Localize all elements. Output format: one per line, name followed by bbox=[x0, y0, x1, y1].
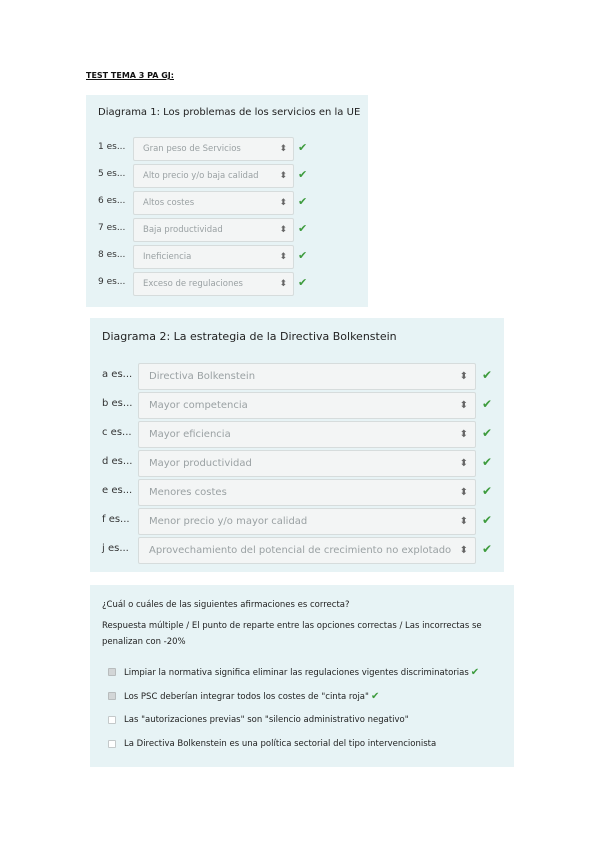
checkmark-icon: ✔ bbox=[482, 542, 493, 556]
select-value: Altos costes bbox=[143, 198, 195, 208]
answer-select[interactable] bbox=[138, 392, 476, 419]
row-label: c es... bbox=[102, 427, 132, 438]
row-label: d es... bbox=[102, 456, 133, 467]
select-value: Mayor competencia bbox=[149, 400, 248, 411]
row-label: 6 es... bbox=[98, 196, 126, 206]
row-label: a es... bbox=[102, 369, 133, 380]
answer-select[interactable] bbox=[138, 537, 476, 564]
select-value: Ineficiencia bbox=[143, 252, 192, 262]
row-label: 9 es... bbox=[98, 277, 126, 287]
checkmark-icon: ✔ bbox=[482, 397, 493, 411]
diagram2-title: Diagrama 2: La estrategia de la Directiva Bolkenstein bbox=[102, 330, 397, 343]
checkmark-icon: ✔ bbox=[298, 195, 308, 208]
select-value: Gran peso de Servicios bbox=[143, 144, 241, 154]
updown-caret-icon: ⬍ bbox=[459, 487, 468, 498]
answer-select[interactable] bbox=[138, 508, 476, 535]
updown-caret-icon: ⬍ bbox=[459, 458, 468, 469]
row-label: 5 es... bbox=[98, 169, 126, 179]
checkmark-icon: ✔ bbox=[482, 455, 493, 469]
answer-select[interactable] bbox=[133, 164, 294, 188]
checkmark-icon: ✔ bbox=[482, 513, 493, 527]
diagram1-title: Diagrama 1: Los problemas de los servicios en la UE bbox=[98, 107, 361, 118]
select-value: Mayor eficiencia bbox=[149, 429, 231, 440]
row-label: b es... bbox=[102, 398, 133, 409]
question-prompt: ¿Cuál o cuáles de las siguientes afirmaciones es correcta? bbox=[102, 600, 350, 610]
checkmark-icon: ✔ bbox=[470, 667, 480, 678]
select-value: Menor precio y/o mayor calidad bbox=[149, 516, 308, 527]
updown-caret-icon: ⬍ bbox=[279, 198, 287, 208]
checkmark-icon: ✔ bbox=[482, 426, 493, 440]
option-text: Limpiar la normativa significa eliminar las regulaciones vigentes discriminatorias ✔ bbox=[124, 667, 480, 678]
answer-select[interactable] bbox=[138, 421, 476, 448]
answer-select[interactable] bbox=[133, 218, 294, 242]
updown-caret-icon: ⬍ bbox=[459, 545, 468, 556]
select-value: Directiva Bolkenstein bbox=[149, 371, 256, 382]
option-checkbox[interactable] bbox=[108, 668, 116, 676]
updown-caret-icon: ⬍ bbox=[279, 252, 287, 262]
option-checkbox[interactable] bbox=[108, 716, 116, 724]
diagram2-panel bbox=[90, 318, 504, 572]
select-value: Aprovechamiento del potencial de crecimiento no explotado bbox=[149, 545, 452, 556]
updown-caret-icon: ⬍ bbox=[279, 171, 287, 181]
answer-select[interactable] bbox=[138, 363, 476, 390]
updown-caret-icon: ⬍ bbox=[459, 371, 468, 382]
select-value: Menores costes bbox=[149, 487, 227, 498]
checkmark-icon: ✔ bbox=[298, 276, 308, 289]
updown-caret-icon: ⬍ bbox=[279, 279, 287, 289]
checkmark-icon: ✔ bbox=[482, 484, 493, 498]
checkmark-icon: ✔ bbox=[298, 249, 308, 262]
option-checkbox[interactable] bbox=[108, 692, 116, 700]
option-checkbox[interactable] bbox=[108, 740, 116, 748]
question-panel bbox=[90, 585, 514, 767]
updown-caret-icon: ⬍ bbox=[459, 429, 468, 440]
option-text: Los PSC deberían integrar todos los costes de "cinta roja" ✔ bbox=[124, 691, 380, 702]
row-label: 8 es... bbox=[98, 250, 126, 260]
checkmark-icon: ✔ bbox=[482, 368, 493, 382]
option-text: Las "autorizaciones previas" son "silencio administrativo negativo" bbox=[124, 715, 409, 725]
row-label: j es... bbox=[102, 543, 129, 554]
answer-select[interactable] bbox=[133, 191, 294, 215]
updown-caret-icon: ⬍ bbox=[459, 400, 468, 411]
checkmark-icon: ✔ bbox=[298, 222, 308, 235]
question-instructions: Respuesta múltiple / El punto de reparte entre las opciones correctas / Las incorrectas se penalizan con -20% bbox=[102, 621, 482, 647]
row-label: e es... bbox=[102, 485, 133, 496]
diagram1-panel bbox=[86, 95, 368, 307]
option-text: La Directiva Bolkenstein es una política sectorial del tipo intervencionista bbox=[124, 739, 437, 749]
row-label: 1 es... bbox=[98, 142, 126, 152]
select-value: Baja productividad bbox=[143, 225, 223, 235]
select-value: Mayor productividad bbox=[149, 458, 252, 469]
row-label: f es... bbox=[102, 514, 130, 525]
checkmark-icon: ✔ bbox=[298, 141, 308, 154]
page-title: TEST TEMA 3 PA GJ: bbox=[86, 71, 174, 80]
updown-caret-icon: ⬍ bbox=[459, 516, 468, 527]
checkmark-icon: ✔ bbox=[298, 168, 308, 181]
answer-select[interactable] bbox=[133, 272, 294, 296]
updown-caret-icon: ⬍ bbox=[279, 225, 287, 235]
row-label: 7 es... bbox=[98, 223, 126, 233]
checkmark-icon: ✔ bbox=[370, 691, 380, 702]
select-value: Alto precio y/o baja calidad bbox=[143, 171, 259, 181]
answer-select[interactable] bbox=[138, 479, 476, 506]
answer-select[interactable] bbox=[133, 245, 294, 269]
updown-caret-icon: ⬍ bbox=[279, 144, 287, 154]
answer-select[interactable] bbox=[133, 137, 294, 161]
answer-select[interactable] bbox=[138, 450, 476, 477]
select-value: Exceso de regulaciones bbox=[143, 279, 243, 289]
